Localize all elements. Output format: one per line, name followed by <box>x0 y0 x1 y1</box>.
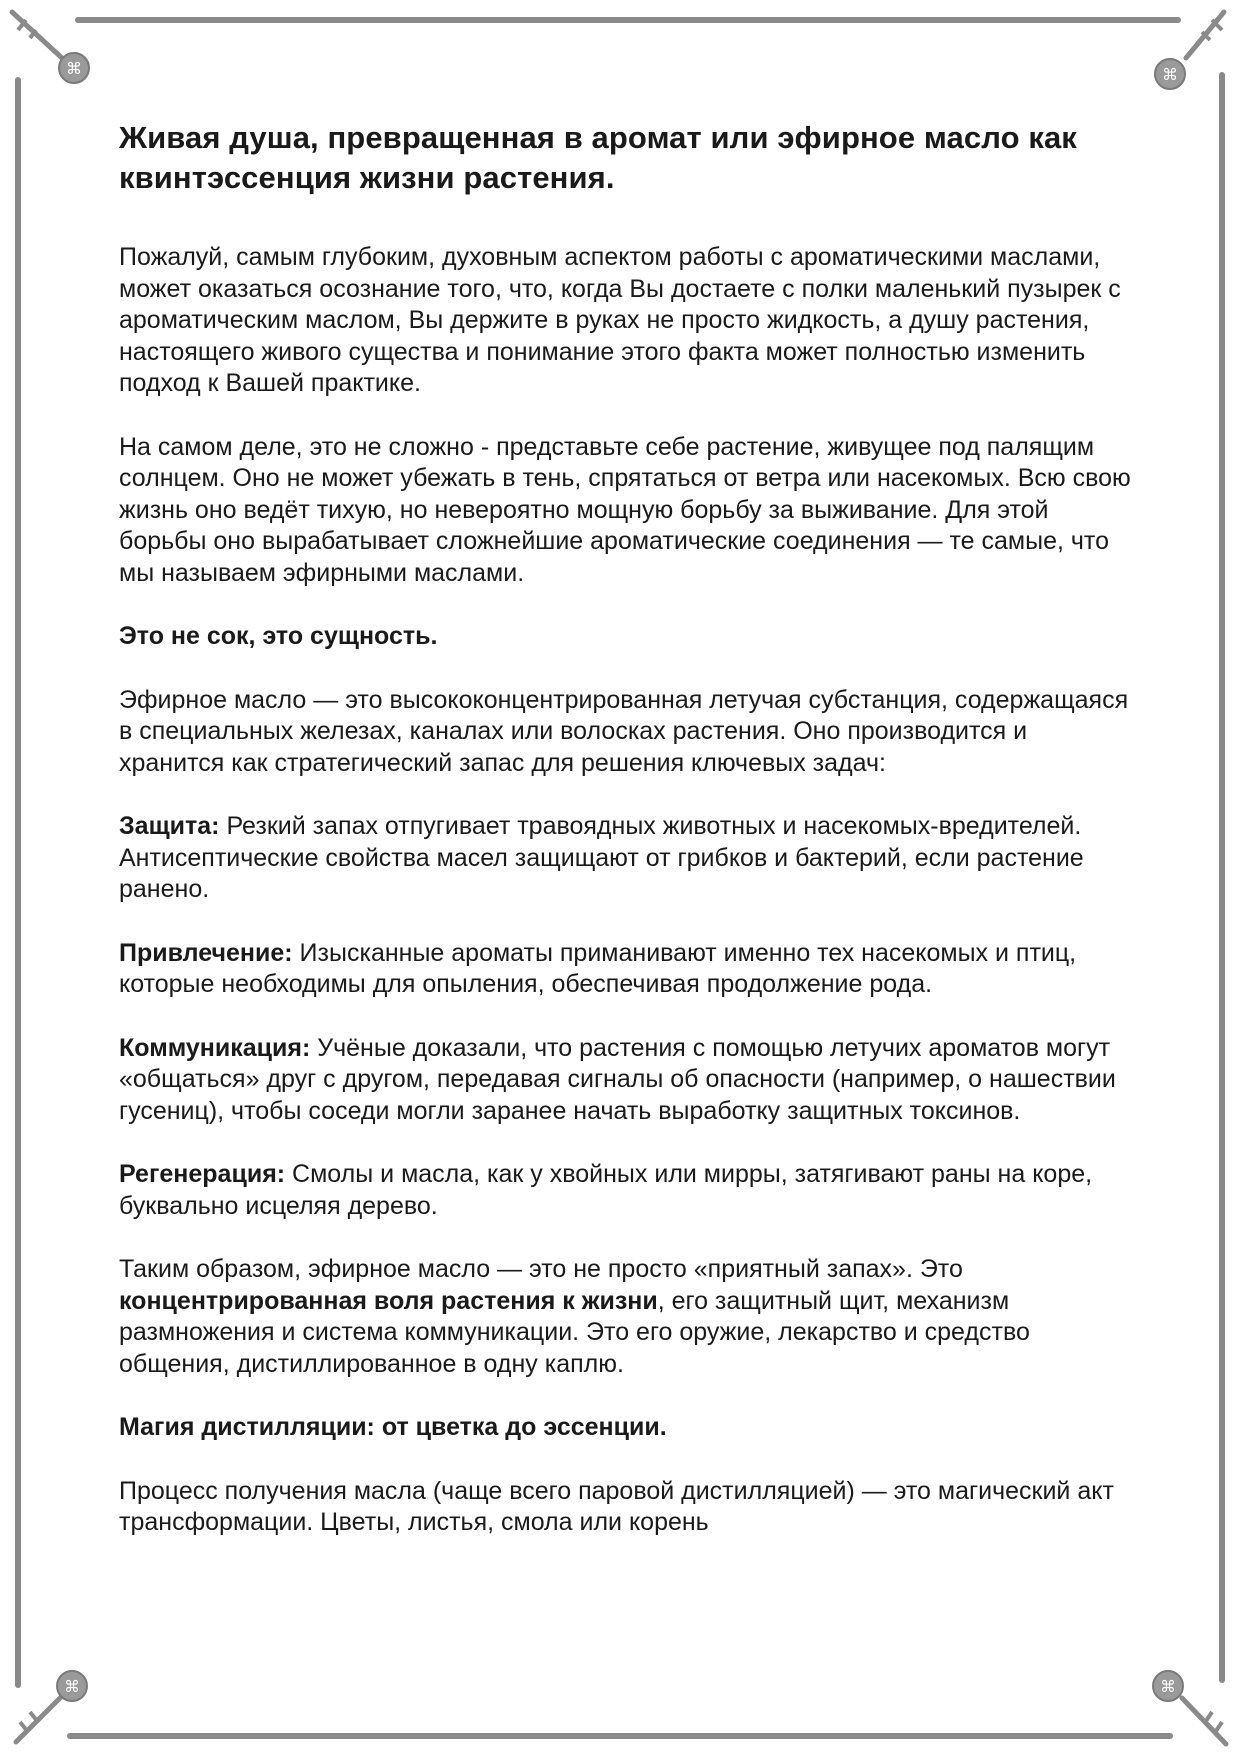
svg-text:⌘: ⌘ <box>64 1677 80 1696</box>
list-item-regeneration <box>119 1159 1139 1222</box>
list-item-label: Коммуникация: <box>119 1033 311 1062</box>
conclusion-text-bold: концентрированная воля растения к жизни <box>119 1286 658 1315</box>
paragraph-essential-oil-definition: Эфирное масло — это высококонцентрированная летучая субстанция, содержащаяся в специальных железах, каналах или волосках растения. Оно производится и хранится как стратегический запас для решения ключевых задач: <box>119 685 1129 777</box>
svg-text:⌘: ⌘ <box>66 59 82 78</box>
list-item-text: Резкий запах отпугивает травоядных животных и насекомых-вредителей. Антисептические свойства масел защищают от грибков и бактерий, если растение ранено. <box>119 812 1084 903</box>
list-item-text: Учёные доказали, что растения с помощью летучих ароматов могут «общаться» друг с другом, передавая сигналы об опасности (например, о нашествии гусениц), чтобы соседи могли заранее начать выработку защитных токсинов. <box>119 1033 1116 1125</box>
key-ornament-top-right-icon <box>1155 12 1224 89</box>
list-item-communication <box>119 1033 1139 1128</box>
list-item-label: Привлечение: <box>119 938 293 967</box>
section-heading-distillation <box>119 1412 1139 1444</box>
key-ornament-bottom-left-icon <box>16 1671 87 1742</box>
section-heading-essence-text: Это не сок, это сущность. <box>119 622 438 650</box>
paragraph-plant-struggle: На самом деле, это не сложно - представьте себе растение, живущее под палящим солнцем. Оно не может убежать в тень, спрятаться от ветра или насекомых. Всю свою жизнь оно ведёт тихую, но невероятно мощную борьбу за выживание. Для этой борьбы оно вырабатывает сложнейшие ароматические соединения — те самые, что мы называем эфирными маслами. <box>119 432 1131 587</box>
list-item-text: Смолы и масла, как у хвойных или мирры, затягивают раны на коре, буквально исцеляя дерево. <box>119 1160 1093 1220</box>
list-item-label: Регенерация: <box>119 1160 286 1188</box>
paragraph-intro: Пожалуй, самым глубоким, духовным аспектом работы с ароматическими маслами, может оказаться осознание того, что, когда Вы достаете с полки маленький пузырек с ароматическим маслом, Вы держите в руках не просто жидкость, а душу растения, настоящего живого существа и понимание этого факта может полностью изменить подход к Вашей практике. <box>119 243 1121 397</box>
paragraph-conclusion <box>119 1254 1139 1380</box>
page-title: Живая душа, превращенная в аромат или эфирное масло как квинтэссенция жизни растения. <box>119 120 1077 195</box>
list-item-label: Защита: <box>119 812 220 840</box>
paragraph-distillation: Процесс получения масла (чаще всего паровой дистилляцией) — это магический акт трансформации. Цветы, листья, смола или корень <box>119 1476 1114 1536</box>
list-item-attraction <box>119 938 1139 1001</box>
section-heading-distillation-text: Магия дистилляции: от цветка до эссенции. <box>119 1413 667 1441</box>
svg-text:⌘: ⌘ <box>1162 65 1178 84</box>
list-item-protection <box>119 811 1139 906</box>
list-item-text: Изысканные ароматы приманивают именно тех насекомых и птиц, которые необходимы для опыления, обеспечивая продолжение рода. <box>119 938 1077 998</box>
svg-text:⌘: ⌘ <box>1160 1677 1176 1696</box>
conclusion-text-after: , его защитный щит, механизм размножения и система коммуникации. Это его оружие, лекарство и средство общения, дистиллированное в одну каплю. <box>119 1286 1030 1378</box>
document-body <box>119 118 1139 1539</box>
section-heading-essence <box>119 621 1139 653</box>
conclusion-text-before: Таким образом, эфирное масло — это не просто «приятный запах». Это <box>119 1255 963 1283</box>
